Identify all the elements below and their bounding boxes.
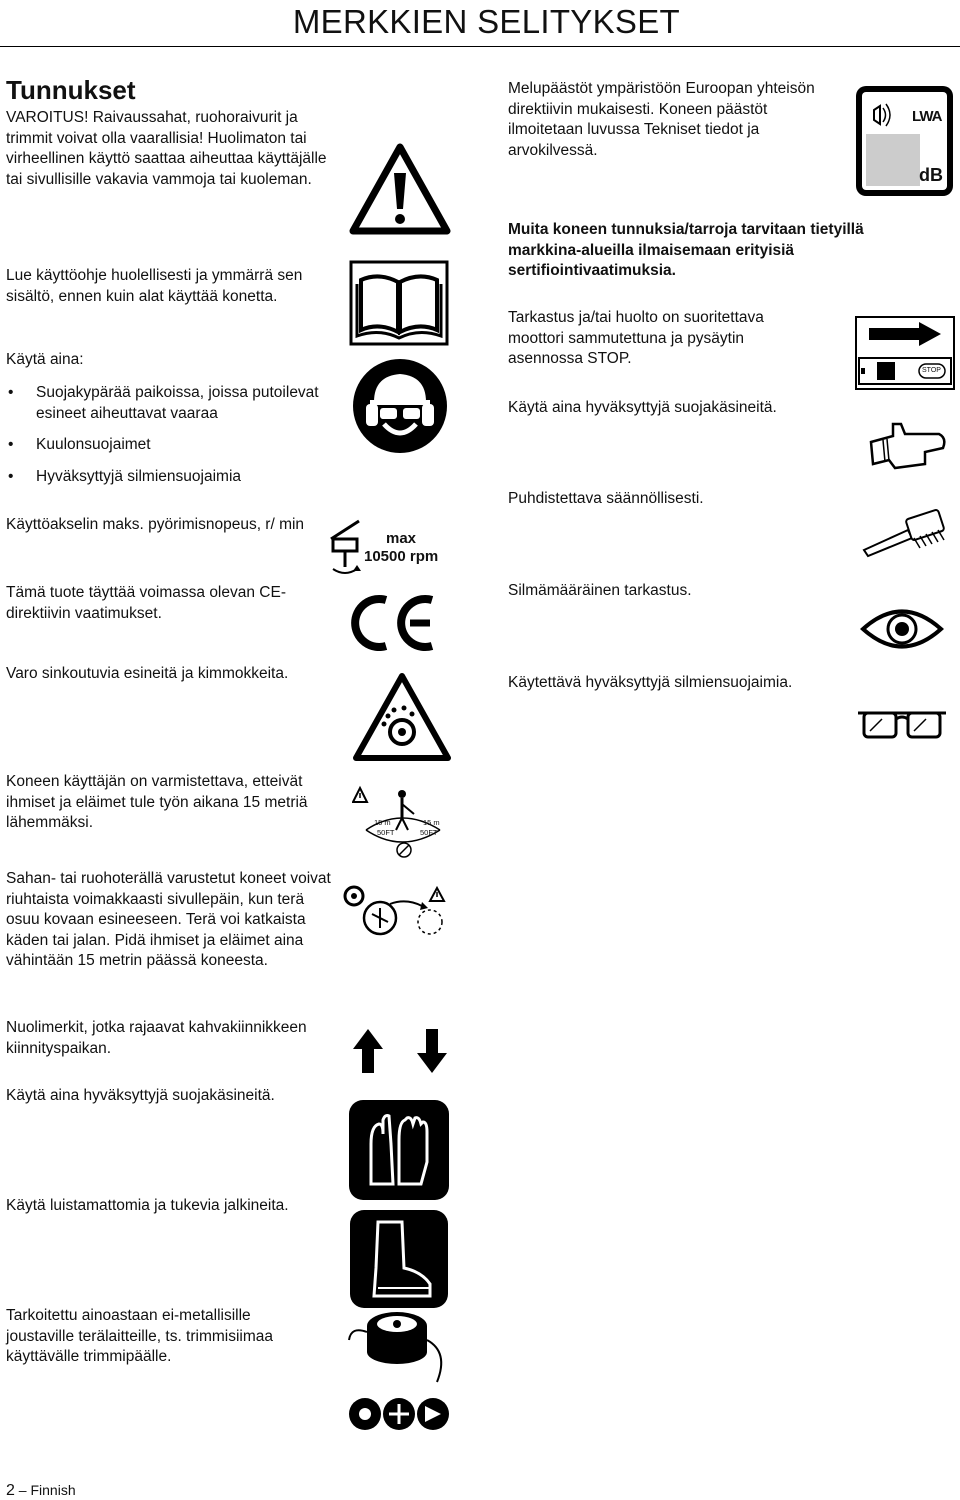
warning-text: VAROITUS! Raivaussahat, ruohoraivurit ja trimmit voivat olla vaarallisia! Huolimaton tai virheellinen käyttö saattaa aiheuttaa käyttäjälle tai sivullisille vakavia vammoja tai kuoleman. (6, 109, 327, 188)
page-title: MERKKIEN SELITYKSET (292, 3, 680, 40)
arrows-text: Nuolimerkit, jotka rajaavat kahvakiinnikkeen kiinnityspaikan. (6, 1019, 307, 1057)
markets-text: Muita koneen tunnuksia/tarroja tarvitaan tietyillä markkina-alueilla ilmaisemaan erityisiä sertifiointivaatimuksia. (508, 221, 864, 279)
clean-text: Puhdistettava säännöllisesti. (508, 490, 704, 507)
rpm-label: 10500 rpm (364, 548, 439, 565)
db-label: dB (919, 165, 943, 185)
trimmer-text: Tarkoitettu ainoastaan ei-metallisille joustaville terälaitteille, ts. trimmisiimaa käyttävälle trimmipäälle. (6, 1307, 274, 1365)
stop-label: STOP (922, 367, 941, 374)
warning-triangle-icon (349, 143, 451, 235)
glove-icon (865, 418, 949, 478)
ppe-list (6, 383, 346, 498)
goggles-text: Käytettävä hyväksyttyjä silmiensuojaimia. (508, 674, 793, 691)
cleaning-brush-icon (860, 508, 950, 560)
distance-text: Koneen käyttäjän on varmistettava, etteivät ihmiset ja eläimet tule työn aikana 15 metriä lähemmäksi. (6, 773, 308, 831)
max-speed-text: Käyttöakselin maks. pyörimisnopeus, r/ min (6, 516, 305, 533)
noise-text: Melupäästöt ympäristöön Euroopan yhteisön direktiivin mukaisesti. Koneen päästöt ilmoitetaan luvussa Tekniset tiedot ja arvokilvessä. (508, 80, 815, 159)
kickback-icon (340, 882, 452, 944)
list-item: • Hyväksyttyjä silmiensuojaimia (6, 467, 346, 488)
boots-icon (350, 1210, 448, 1308)
distance-right-ft-label: 50FT (420, 828, 438, 837)
gloves-icon (349, 1100, 449, 1200)
right-gloves-text: Käytä aina hyväksyttyjä suojakäsineitä. (508, 399, 777, 416)
down-arrow-icon (415, 1027, 449, 1075)
up-arrow-icon (351, 1027, 385, 1075)
max-label: max (386, 530, 417, 547)
page-number: 2 (6, 1482, 15, 1499)
distance-left-label: 15 m (374, 818, 391, 827)
boots-text: Käytä luistamattomia ja tukevia jalkineita. (6, 1197, 289, 1214)
ricochet-text: Varo sinkoutuvia esineitä ja kimmokkeita. (6, 665, 289, 682)
distance-right-label: 15 m (423, 818, 440, 827)
page-footer (6, 1482, 76, 1500)
footer-language: Finnish (30, 1482, 76, 1498)
inspect-text: Silmämääräinen tarkastus. (508, 582, 692, 599)
max-rpm-icon (325, 515, 365, 577)
safety-glasses-icon (856, 707, 948, 743)
gloves-text: Käytä aina hyväksyttyjä suojakäsineitä. (6, 1087, 275, 1104)
ce-text: Tämä tuote täyttää voimassa olevan CE-direktiivin vaatimukset. (6, 584, 286, 622)
section-title: Tunnukset (6, 75, 136, 105)
distance-left-ft-label: 50FT (377, 828, 395, 837)
use-always-text: Käytä aina: (6, 351, 84, 368)
read-manual-icon (349, 260, 449, 346)
list-item: • Kuulonsuojaimet (6, 435, 346, 456)
list-item: • Suojakypärää paikoissa, joissa putoilevat esineet aiheuttavat vaaraa (6, 383, 346, 424)
head-protection-icon (352, 358, 448, 454)
trimmer-head-icon (345, 1296, 455, 1436)
eye-icon (859, 600, 945, 658)
stop-switch-icon (855, 316, 955, 390)
ricochet-warning-icon (352, 672, 452, 762)
manual-text: Lue käyttöohje huolellisesti ja ymmärrä sen sisältö, ennen kuin alat käyttää konetta. (6, 267, 303, 305)
ce-mark-icon (348, 594, 440, 652)
kickback-text: Sahan- tai ruohoterällä varustetut koneet voivat riuhtaista voimakkaasti sivullepäin, kun terä osuu kovaan esineeseen. Terä voi katkaista käden tai jalan. Pidä ihmiset ja eläimet aina vähintään 15 metrin päässä koneesta. (6, 870, 331, 969)
page-header (0, 0, 960, 47)
lwa-label: LWA (912, 108, 942, 125)
footer-dash: – (18, 1482, 27, 1498)
stop-text: Tarkastus ja/tai huolto on suoritettava moottori sammutettuna ja pysäytin asennossa STOP. (508, 309, 764, 367)
